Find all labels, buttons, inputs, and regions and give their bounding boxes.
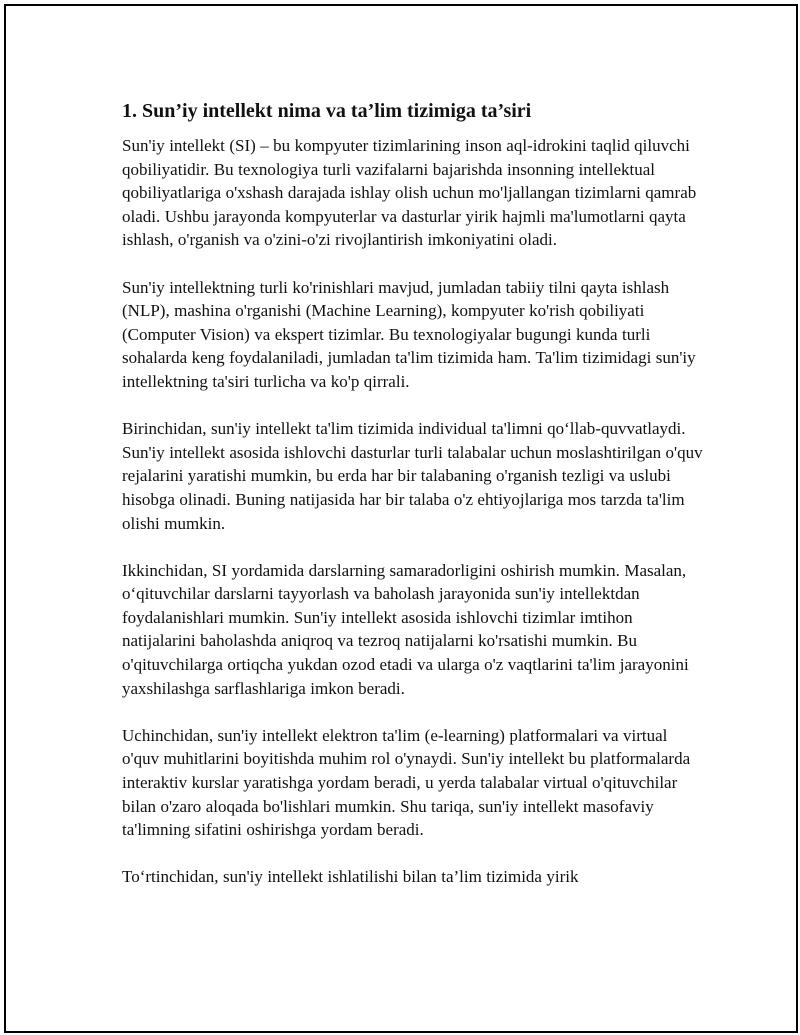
paragraph-2: Sun'iy intellektning turli ko'rinishlari mavjud, jumladan tabiiy tilni qayta ishlash (NLP), mashina o'rganishi (Machine Learning), kompyuter ko'rish qobiliyati (Computer Vision) va ekspert tizimlar. Bu texnologiyalar bugungi kunda turli sohalarda keng foydalaniladi, jumladan ta'lim tizimida ham. Ta'lim tizimidagi sun'iy intellektning ta'siri turlicha va ko'p qirrali.: [122, 277, 696, 391]
document-page: [4, 4, 798, 1033]
document-body: [119, 98, 704, 889]
paragraph-3: Birinchidan, sun'iy intellekt ta'lim tizimida individual ta'limni qo‘llab-quvvatlaydi. Sun'iy intellekt asosida ishlovchi dasturlar turli talabalar uchun moslashtirilgan o'quv rejalarini yaratishi mumkin, bu erda har bir talabaning o'rganish tezligi va uslubi hisobga olinadi. Buning natijasida har bir talaba o'z ehtiyojlariga mos tarzda ta'lim olishi mumkin.: [122, 419, 703, 533]
paragraph-5: Uchinchidan, sun'iy intellekt elektron ta'lim (e-learning) platformalari va virtual o'quv muhitlarini boyitishda muhim rol o'ynaydi. Sun'iy intellekt bu platformalarda interaktiv kurslar yaratishga yordam beradi, u yerda talabalar virtual o'qituvchilar bilan o'zaro aloqada bo'lishlari mumkin. Shu tariqa, sun'iy intellekt masofaviy ta'limning sifatini oshirishga yordam beradi.: [122, 725, 691, 840]
paragraph-6: To‘rtinchidan, sun'iy intellekt ishlatilishi bilan ta’lim tizimida yirik: [122, 867, 579, 887]
section-heading: 1. Sun’iy intellekt nima va ta’lim tizimiga ta’siri: [122, 100, 532, 122]
paragraph-4: Ikkinchidan, SI yordamida darslarning samaradorligini oshirish mumkin. Masalan, o‘qituvchilar darslarni tayyorlash va baholash jarayonida sun'iy intellektdan foydalanishlari mumkin. Sun'iy intellekt asosida ishlovchi tizimlar imtihon natijalarini baholashda aniqroq va tezroq natijalarni ko'rsatishi mumkin. Bu o'qituvchilarga ortiqcha yukdan ozod etadi va ularga o'z vaqtlarini ta'lim jarayonini yaxshilashga sarflashlariga imkon beradi.: [122, 560, 689, 698]
paragraph-1: Sun'iy intellekt (SI) – bu kompyuter tizimlarining inson aql-idrokini taqlid qiluvchi qobiliyatidir. Bu texnologiya turli vazifalarni bajarishda insonning intellektual qobiliyatlariga o'xshash darajada ishlay olish uchun mo'ljallangan tizimlarni qamrab oladi. Ushbu jarayonda kompyuterlar va dasturlar yirik hajmli ma'lumotlarni qayta ishlash, o'rganish va o'zini-o'zi rivojlantirish imkoniyatini oladi.: [122, 136, 697, 250]
